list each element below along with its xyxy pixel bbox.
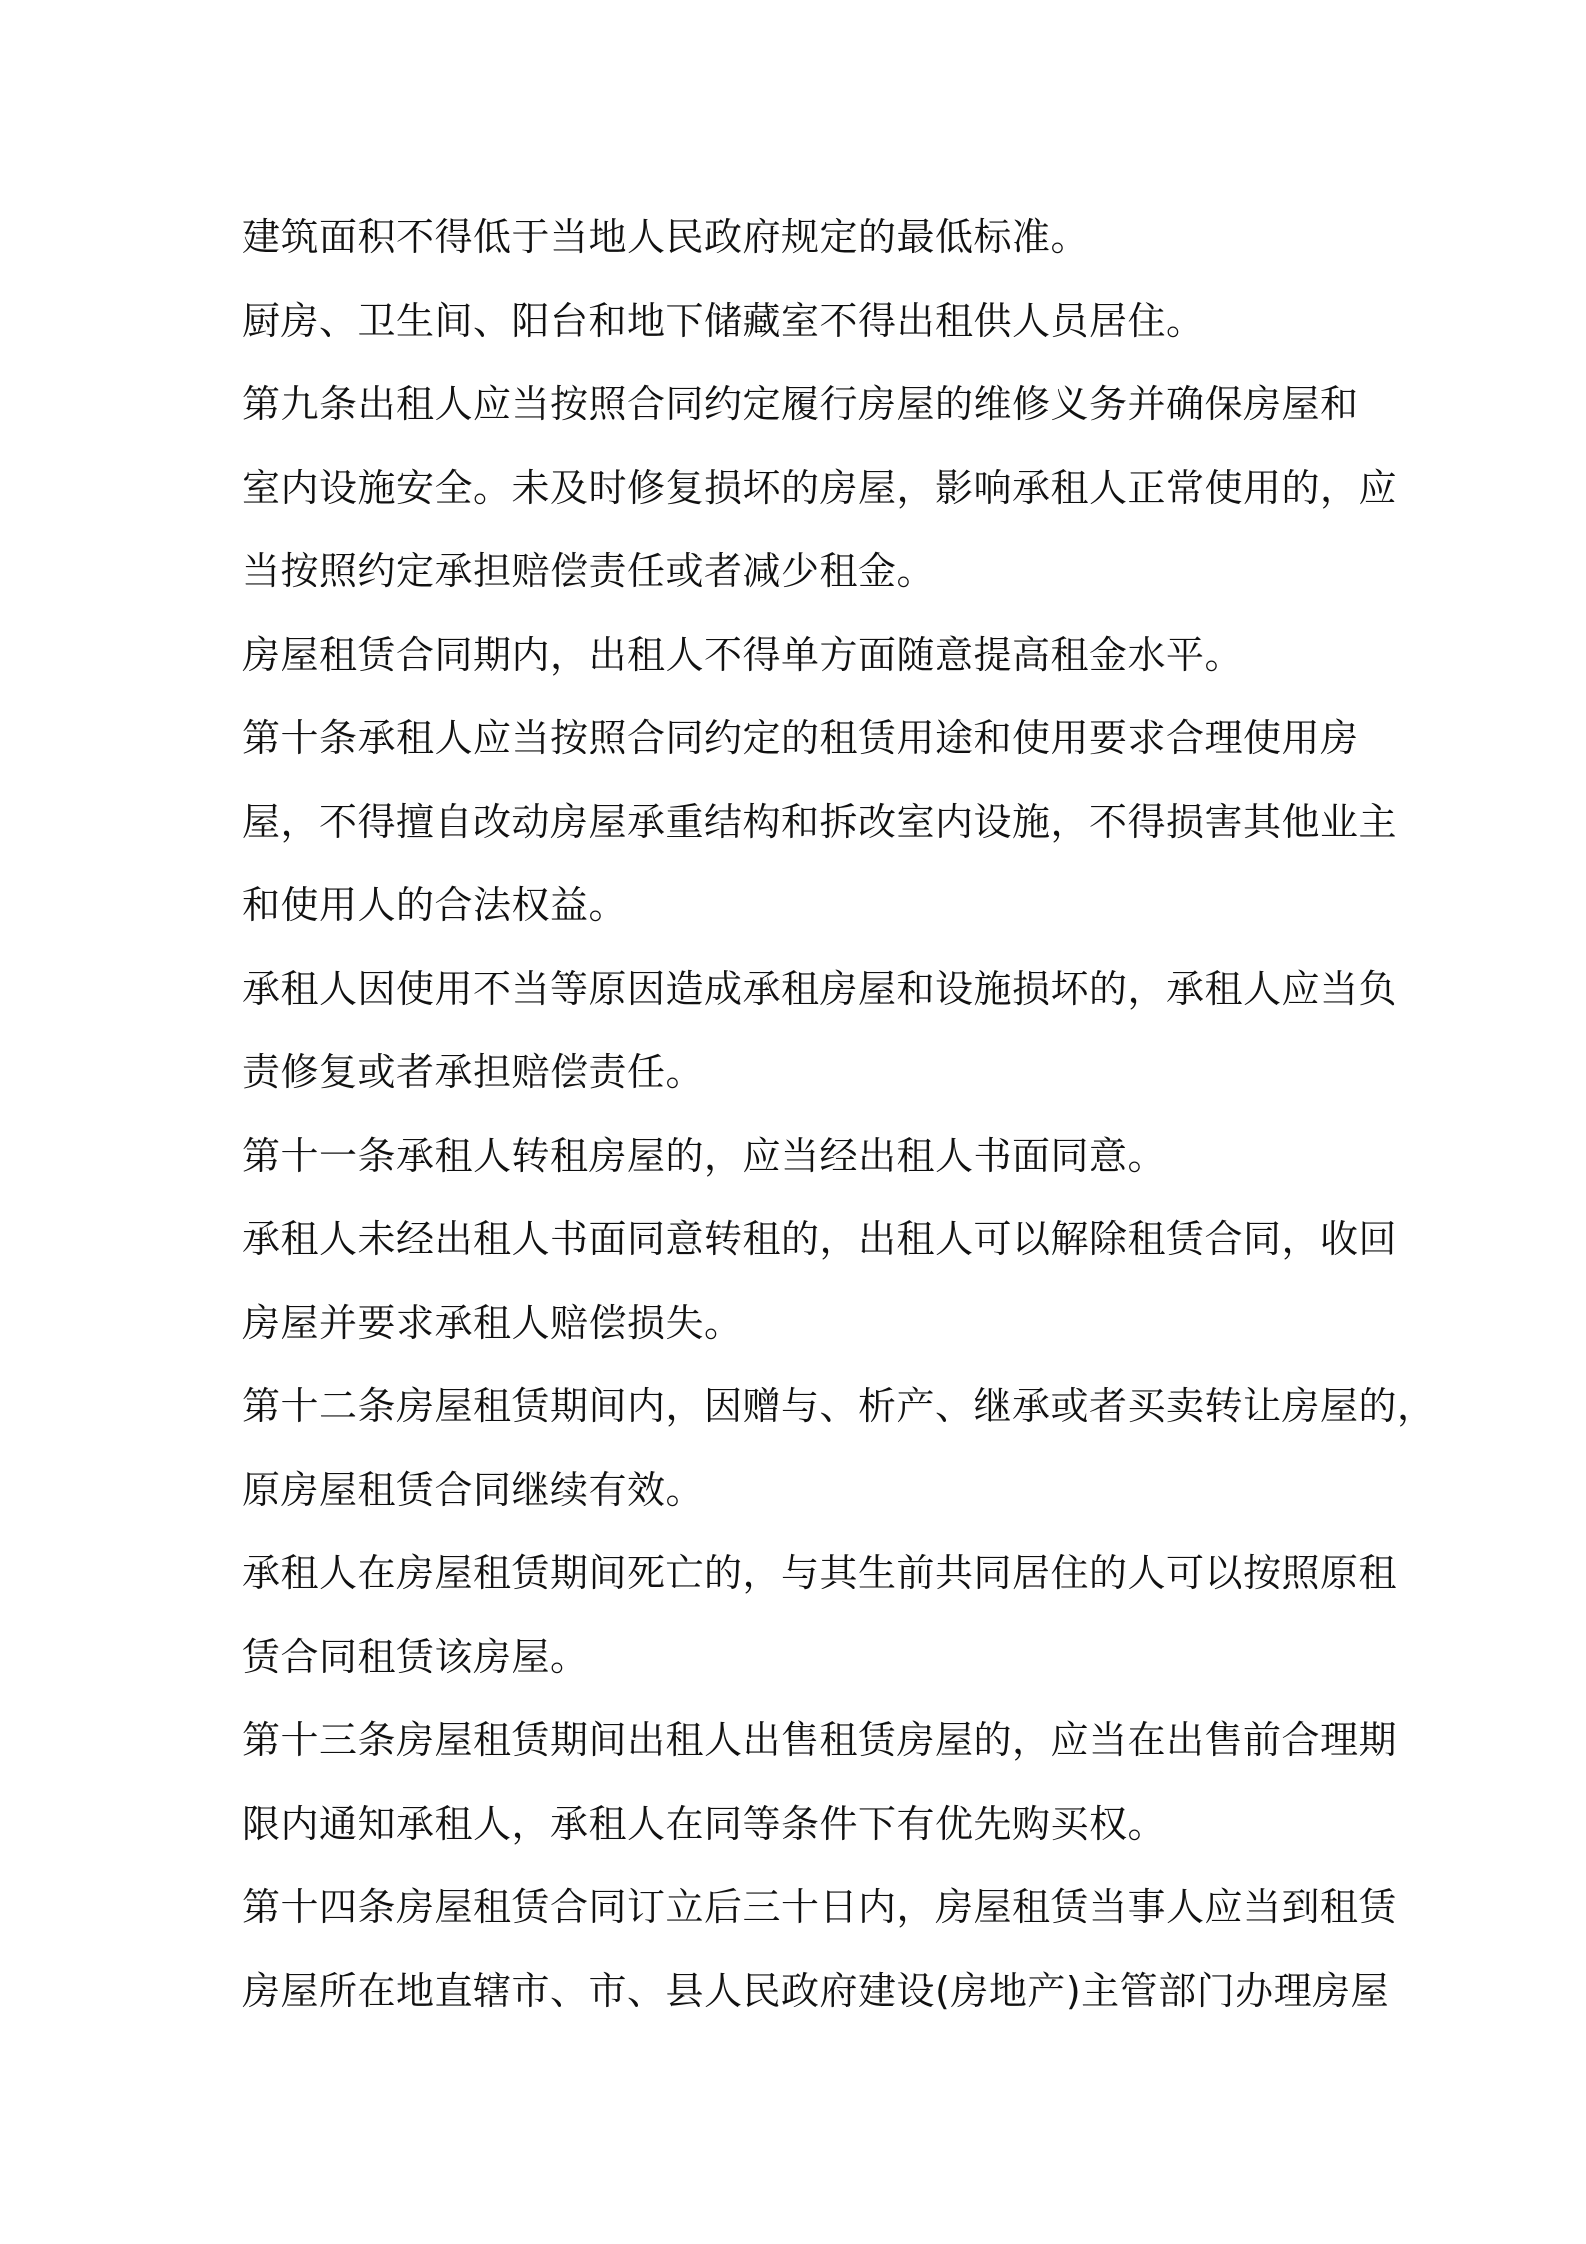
text-line: 屋，不得擅自改动房屋承重结构和拆改室内设施，不得损害其他业主	[242, 799, 1398, 844]
text-line: 厨房、卫生间、阳台和地下储藏室不得出租供人员居住。	[242, 298, 1205, 343]
text-line: 室内设施安全。未及时修复损坏的房屋，影响承租人正常使用的，应	[242, 465, 1398, 510]
text-line: 第九条出租人应当按照合同约定履行房屋的维修义务并确保房屋和	[242, 382, 1359, 426]
text-line: 第十一条承租人转租房屋的，应当经出租人书面同意。	[242, 1133, 1167, 1178]
text-line: 当按照约定承担赔偿责任或者减少租金。	[242, 549, 936, 593]
text-line: 房屋租赁合同期内，出租人不得单方面随意提高租金水平。	[242, 632, 1244, 677]
text-line: 责修复或者承担赔偿责任。	[242, 1050, 705, 1094]
text-line: 和使用人的合法权益。	[242, 883, 628, 927]
text-line: 第十四条房屋租赁合同订立后三十日内，房屋租赁当事人应当到租赁	[242, 1885, 1398, 1929]
text-line: 原房屋租赁合同继续有效。	[242, 1467, 705, 1512]
text-line: 第十二条房屋租赁期间内，因赠与、析产、继承或者买卖转让房屋的，	[242, 1384, 1436, 1428]
text-line: 限内通知承租人，承租人在同等条件下有优先购买权。	[242, 1801, 1167, 1846]
body-text	[242, 196, 1436, 2033]
text-line: 第十条承租人应当按照合同约定的租赁用途和使用要求合理使用房	[242, 716, 1359, 760]
text-line: 承租人因使用不当等原因造成承租房屋和设施损坏的，承租人应当负	[242, 966, 1398, 1011]
text-line: 房屋并要求承租人赔偿损失。	[242, 1300, 743, 1345]
text-line: 赁合同租赁该房屋。	[242, 1634, 589, 1679]
text-line: 第十三条房屋租赁期间出租人出售租赁房屋的，应当在出售前合理期	[242, 1718, 1398, 1762]
text-line: 承租人在房屋租赁期间死亡的，与其生前共同居住的人可以按照原租	[242, 1551, 1398, 1595]
text-line: 建筑面积不得低于当地人民政府规定的最低标准。	[242, 215, 1090, 259]
text-line: 房屋所在地直辖市、市、县人民政府建设(房地产)主管部门办理房屋	[242, 1968, 1390, 2013]
text-line: 承租人未经出租人书面同意转租的，出租人可以解除租赁合同，收回	[242, 1217, 1398, 1261]
